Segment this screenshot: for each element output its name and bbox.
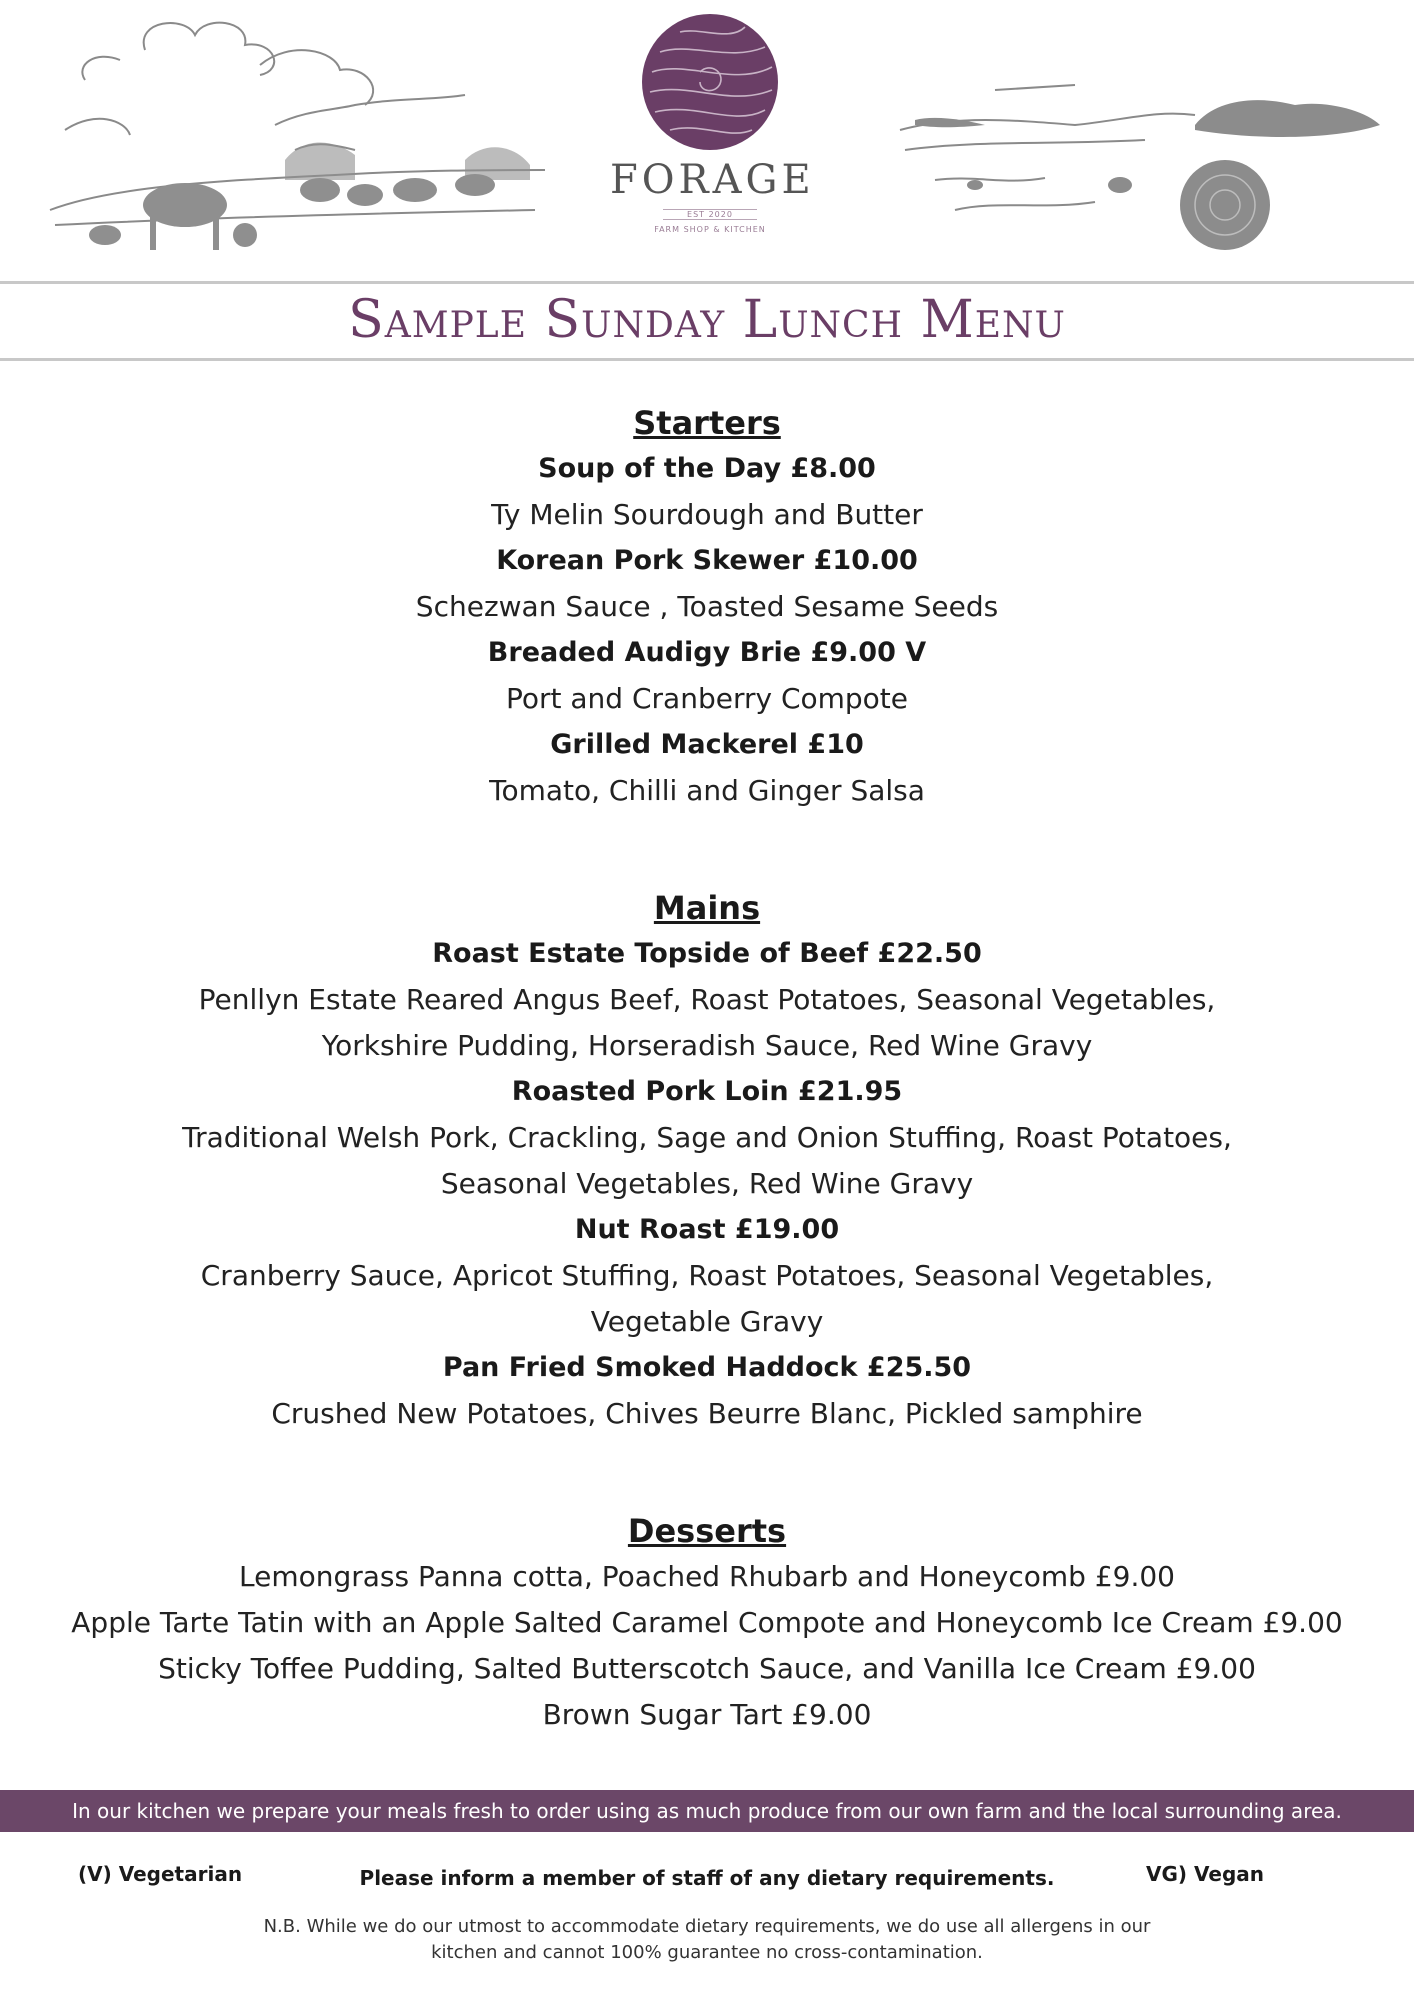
disclaimer-line-1: N.B. While we do our utmost to accommodate dietary requirements, we do use all allergens in our bbox=[263, 1916, 1151, 1937]
vegetarian-key: (V) Vegetarian bbox=[78, 1862, 243, 1886]
vegan-key: VG) Vegan bbox=[1146, 1862, 1264, 1886]
allergen-disclaimer bbox=[0, 1914, 1414, 1966]
dessert-item: Lemongrass Panna cotta, Poached Rhubarb and Honeycomb £9.00 bbox=[238, 1560, 1175, 1593]
dietary-notice: Please inform a member of staff of any dietary requirements. bbox=[359, 1866, 1055, 1890]
dish-description: Tomato, Chilli and Ginger Salsa bbox=[489, 774, 925, 807]
logo-established: EST 2020 bbox=[663, 209, 757, 220]
title-rule-bottom bbox=[0, 358, 1414, 361]
dish-description: Cranberry Sauce, Apricot Stuffing, Roast Potatoes, Seasonal Vegetables, bbox=[200, 1259, 1214, 1292]
dish-description: Ty Melin Sourdough and Butter bbox=[491, 498, 923, 531]
dish-name: Pan Fried Smoked Haddock £25.50 bbox=[442, 1352, 972, 1383]
starters-section bbox=[0, 400, 1414, 814]
dish-name: Korean Pork Skewer £10.00 bbox=[496, 545, 918, 576]
logo-subtitle: FARM SHOP & KITCHEN bbox=[654, 225, 766, 234]
desserts-section bbox=[0, 1508, 1414, 1738]
dessert-item: Apple Tarte Tatin with an Apple Salted Caramel Compote and Honeycomb Ice Cream £9.00 bbox=[71, 1606, 1343, 1639]
tree-ring-logo-icon bbox=[640, 12, 780, 152]
mains-section bbox=[0, 885, 1414, 1437]
logo-wordmark: FORAGE bbox=[610, 157, 815, 203]
dish-name: Soup of the Day £8.00 bbox=[538, 453, 876, 484]
dish-name: Roasted Pork Loin £21.95 bbox=[511, 1076, 903, 1107]
page-title: Sample Sunday Lunch Menu bbox=[348, 290, 1066, 350]
section-heading-mains: Mains bbox=[653, 889, 761, 927]
dish-description: Schezwan Sauce , Toasted Sesame Seeds bbox=[415, 590, 999, 623]
forage-logo bbox=[610, 12, 815, 270]
dish-description: Traditional Welsh Pork, Crackling, Sage and Onion Stuffing, Roast Potatoes, bbox=[182, 1121, 1232, 1154]
dish-name: Roast Estate Topside of Beef £22.50 bbox=[432, 938, 982, 969]
dish-description: Penllyn Estate Reared Angus Beef, Roast Potatoes, Seasonal Vegetables, bbox=[198, 983, 1216, 1016]
hay-bale-sketch-right bbox=[895, 70, 1385, 260]
page-header bbox=[0, 0, 1414, 280]
dish-name: Nut Roast £19.00 bbox=[574, 1214, 840, 1245]
dish-name: Grilled Mackerel £10 bbox=[550, 729, 864, 760]
dessert-item: Brown Sugar Tart £9.00 bbox=[542, 1698, 872, 1731]
dessert-item: Sticky Toffee Pudding, Salted Butterscotch Sauce, and Vanilla Ice Cream £9.00 bbox=[158, 1652, 1256, 1685]
fresh-produce-banner: In our kitchen we prepare your meals fresh to order using as much produce from our own farm and the local surrounding area. bbox=[0, 1790, 1414, 1832]
section-heading-starters: Starters bbox=[633, 404, 781, 442]
section-heading-desserts: Desserts bbox=[627, 1512, 787, 1550]
dish-description: Crushed New Potatoes, Chives Beurre Blanc, Pickled samphire bbox=[271, 1397, 1143, 1430]
dish-description: Yorkshire Pudding, Horseradish Sauce, Red Wine Gravy bbox=[321, 1029, 1093, 1062]
dish-description: Vegetable Gravy bbox=[590, 1305, 824, 1338]
dish-description: Seasonal Vegetables, Red Wine Gravy bbox=[440, 1167, 974, 1200]
dish-description: Port and Cranberry Compote bbox=[505, 682, 909, 715]
title-rule-top bbox=[0, 281, 1414, 284]
farm-sketch-left bbox=[35, 10, 555, 270]
dish-name: Breaded Audigy Brie £9.00 V bbox=[487, 637, 927, 668]
disclaimer-line-2: kitchen and cannot 100% guarantee no cross-contamination. bbox=[431, 1942, 983, 1963]
